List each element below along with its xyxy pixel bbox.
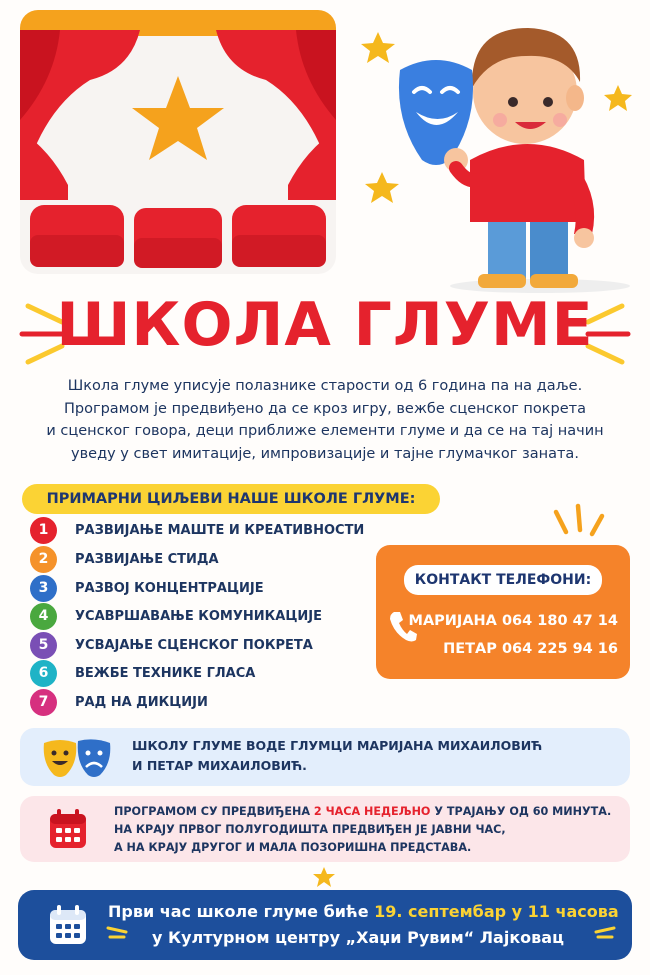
program-highlight: 2 ЧАСА НЕДЕЉНО	[313, 805, 431, 818]
footer-left-dash-decoration	[106, 924, 130, 940]
goal-number: 7	[30, 689, 57, 716]
star-icon	[313, 867, 335, 887]
goal-label: РАЗВИЈАЊЕ СТИДА	[75, 552, 219, 567]
footer-band	[18, 890, 632, 960]
program-text: ПРОГРАМОМ СУ ПРЕДВИЂЕНА 2 ЧАСА НЕДЕЉНО У ТРАЈАЊУ ОД 60 МИНУТА. НА КРАЈУ ПРВОГ ПОЛУГОДИШТА ПРЕДВИЂЕН ЈЕ ЈАВНИ ЧАС, А НА КРАЈУ ДРУГОГ И МАЛА ПОЗОРИШНА ПРЕДСТАВА.	[114, 805, 612, 854]
contact-burst-decoration	[548, 502, 610, 542]
leaders-band	[20, 728, 630, 786]
footer-right-dash-decoration	[592, 924, 616, 940]
intro-text: Школа глуме уписује полазнике старости од 6 година па на даље. Програмом је предвиђено да се кроз игру, вежбе сценског покрета и сценског говора, деци приближе елементи глуме и да се на тај начин уведу у свет имитације, импровизације и тајне глумачког заната.	[46, 378, 604, 462]
goals-heading: ПРИМАРНИ ЦИЉЕВИ НАШЕ ШКОЛЕ ГЛУМЕ:	[22, 484, 440, 514]
page-title: ШКОЛА ГЛУМЕ	[56, 290, 594, 360]
goal-number: 5	[30, 632, 57, 659]
program-band	[20, 796, 630, 862]
goal-label: РАЗВОЈ КОНЦЕНТРАЦИЈЕ	[75, 581, 264, 596]
goal-label: РАД НА ДИКЦИЈИ	[75, 695, 208, 710]
contact-box	[376, 545, 630, 679]
boy-with-mask-illustration	[360, 10, 640, 295]
goal-label: УСВАЈАЊЕ СЦЕНСКОГ ПОКРЕТА	[75, 638, 313, 653]
theater-stage-illustration	[20, 10, 336, 274]
calendar-icon	[48, 808, 88, 850]
goal-number: 6	[30, 660, 57, 687]
footer-line-1: Први час школе глуме биће 19. септембар у 11 часова	[108, 902, 619, 921]
goal-number: 3	[30, 575, 57, 602]
footer-date-highlight: 19. септембар у 11 часова	[374, 902, 619, 921]
theater-masks-icon	[42, 737, 114, 779]
footer-line-2: у Културном центру „Хаџи Рувим“ Лајковац	[152, 928, 564, 947]
calendar-icon	[48, 904, 88, 946]
goal-number: 1	[30, 517, 57, 544]
leaders-text: ШКОЛУ ГЛУМЕ ВОДЕ ГЛУМЦИ МАРИЈАНА МИХАИЛОВИЋ И ПЕТАР МИХАИЛОВИЋ.	[132, 738, 543, 773]
goal-number: 4	[30, 603, 57, 630]
goal-label: ВЕЖБЕ ТЕХНИКЕ ГЛАСА	[75, 666, 256, 681]
goal-number: 2	[30, 546, 57, 573]
contact-heading: КОНТАКТ ТЕЛЕФОНИ:	[404, 565, 602, 595]
goal-label: УСАВРШАВАЊЕ КОМУНИКАЦИЈЕ	[75, 609, 322, 624]
goal-label: РАЗВИЈАЊЕ МАШТЕ И КРЕАТИВНОСТИ	[75, 523, 365, 538]
contact-phone-1[interactable]: МАРИЈАНА 064 180 47 14	[408, 613, 618, 629]
contact-phone-2[interactable]: ПЕТАР 064 225 94 16	[443, 641, 618, 657]
